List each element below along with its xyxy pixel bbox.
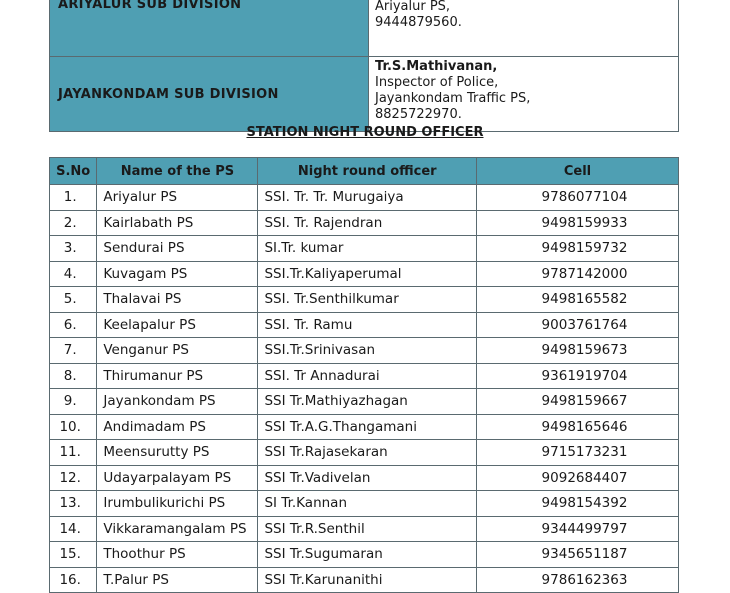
row-cell: 9498159732 <box>477 236 679 262</box>
row-officer: SSI Tr.Rajasekaran <box>258 440 477 466</box>
row-sno: 2. <box>50 210 97 236</box>
row-officer: SSI. Tr. Ramu <box>258 312 477 338</box>
row-cell: 9498154392 <box>477 491 679 517</box>
row-cell: 9715173231 <box>477 440 679 466</box>
table-row <box>50 338 679 364</box>
header-ps-name: Name of the PS <box>97 158 258 185</box>
table-row <box>50 389 679 415</box>
row-ps-name: Thoothur PS <box>97 542 258 568</box>
officer-info-line: Jayankondam Traffic PS, <box>375 91 531 106</box>
officer-info-line: Ariyalur PS, <box>375 0 451 14</box>
row-ps-name: Jayankondam PS <box>97 389 258 415</box>
row-cell: 9498165646 <box>477 414 679 440</box>
row-ps-name: Meensurutty PS <box>97 440 258 466</box>
header-officer: Night round officer <box>258 158 477 185</box>
row-officer: SI Tr.Kannan <box>258 491 477 517</box>
table-row <box>50 440 679 466</box>
row-officer: SSI. Tr. Tr. Murugaiya <box>258 185 477 211</box>
table-row <box>50 542 679 568</box>
row-ps-name: Udayarpalayam PS <box>97 465 258 491</box>
row-officer: SSI Tr.R.Senthil <box>258 516 477 542</box>
table-row <box>50 210 679 236</box>
row-officer: SSI.Tr.Srinivasan <box>258 338 477 364</box>
row-cell: 9787142000 <box>477 261 679 287</box>
row-sno: 10. <box>50 414 97 440</box>
row-sno: 3. <box>50 236 97 262</box>
sub-division-table <box>49 0 679 132</box>
row-sno: 8. <box>50 363 97 389</box>
row-ps-name: Keelapalur PS <box>97 312 258 338</box>
table-row <box>50 185 679 211</box>
row-cell: 9003761764 <box>477 312 679 338</box>
row-ps-name: Kairlabath PS <box>97 210 258 236</box>
row-ps-name: Thirumanur PS <box>97 363 258 389</box>
table-row <box>50 236 679 262</box>
sub-division-name: JAYANKONDAM SUB DIVISION <box>50 57 369 132</box>
officer-info-line: Tr.S.Mathivanan, <box>375 59 498 74</box>
row-cell: 9345651187 <box>477 542 679 568</box>
row-officer: SI.Tr. kumar <box>258 236 477 262</box>
row-sno: 6. <box>50 312 97 338</box>
row-cell: 9498165582 <box>477 287 679 313</box>
row-officer: SSI Tr.Karunanithi <box>258 567 477 593</box>
row-sno: 14. <box>50 516 97 542</box>
sub-division-row <box>50 57 679 132</box>
row-cell: 9092684407 <box>477 465 679 491</box>
row-ps-name: T.Palur PS <box>97 567 258 593</box>
table-row <box>50 363 679 389</box>
row-ps-name: Andimadam PS <box>97 414 258 440</box>
row-officer: SSI Tr.Vadivelan <box>258 465 477 491</box>
table-row <box>50 567 679 593</box>
row-sno: 15. <box>50 542 97 568</box>
row-sno: 13. <box>50 491 97 517</box>
row-officer: SSI. Tr Annadurai <box>258 363 477 389</box>
row-sno: 12. <box>50 465 97 491</box>
row-cell: 9786077104 <box>477 185 679 211</box>
sub-division-name: ARIYALUR SUB DIVISION <box>50 0 369 57</box>
row-ps-name: Sendurai PS <box>97 236 258 262</box>
row-cell: 9498159673 <box>477 338 679 364</box>
header-sno: S.No <box>50 158 97 185</box>
table-row <box>50 287 679 313</box>
row-cell: 9786162363 <box>477 567 679 593</box>
row-ps-name: Venganur PS <box>97 338 258 364</box>
row-officer: SSI. Tr. Rajendran <box>258 210 477 236</box>
sub-division-officer-info <box>369 57 679 132</box>
row-ps-name: Kuvagam PS <box>97 261 258 287</box>
row-sno: 16. <box>50 567 97 593</box>
row-sno: 1. <box>50 185 97 211</box>
row-cell: 9498159667 <box>477 389 679 415</box>
row-cell: 9344499797 <box>477 516 679 542</box>
row-ps-name: Vikkaramangalam PS <box>97 516 258 542</box>
row-officer: SSI. Tr.Senthilkumar <box>258 287 477 313</box>
row-cell: 9498159933 <box>477 210 679 236</box>
table-row <box>50 491 679 517</box>
night-round-table <box>49 157 679 593</box>
row-sno: 4. <box>50 261 97 287</box>
row-officer: SSI.Tr.Kaliyaperumal <box>258 261 477 287</box>
row-sno: 9. <box>50 389 97 415</box>
officer-info-line: Inspector of Police, <box>375 75 499 90</box>
table-row <box>50 312 679 338</box>
table-row <box>50 414 679 440</box>
row-cell: 9361919704 <box>477 363 679 389</box>
sub-division-officer-info <box>369 0 679 57</box>
table-header-row <box>50 158 679 185</box>
table-row <box>50 465 679 491</box>
row-officer: SSI Tr.A.G.Thangamani <box>258 414 477 440</box>
table-row <box>50 516 679 542</box>
sub-division-row <box>50 0 679 57</box>
section-heading: STATION NIGHT ROUND OFFICER <box>246 125 484 140</box>
table-row <box>50 261 679 287</box>
officer-info-line: 8825722970. <box>375 107 462 122</box>
officer-info-line: 9444879560. <box>375 15 462 30</box>
row-sno: 11. <box>50 440 97 466</box>
row-sno: 7. <box>50 338 97 364</box>
row-officer: SSI Tr.Mathiyazhagan <box>258 389 477 415</box>
row-ps-name: Ariyalur PS <box>97 185 258 211</box>
header-cell: Cell <box>477 158 679 185</box>
row-sno: 5. <box>50 287 97 313</box>
row-officer: SSI Tr.Sugumaran <box>258 542 477 568</box>
row-ps-name: Irumbulikurichi PS <box>97 491 258 517</box>
row-ps-name: Thalavai PS <box>97 287 258 313</box>
